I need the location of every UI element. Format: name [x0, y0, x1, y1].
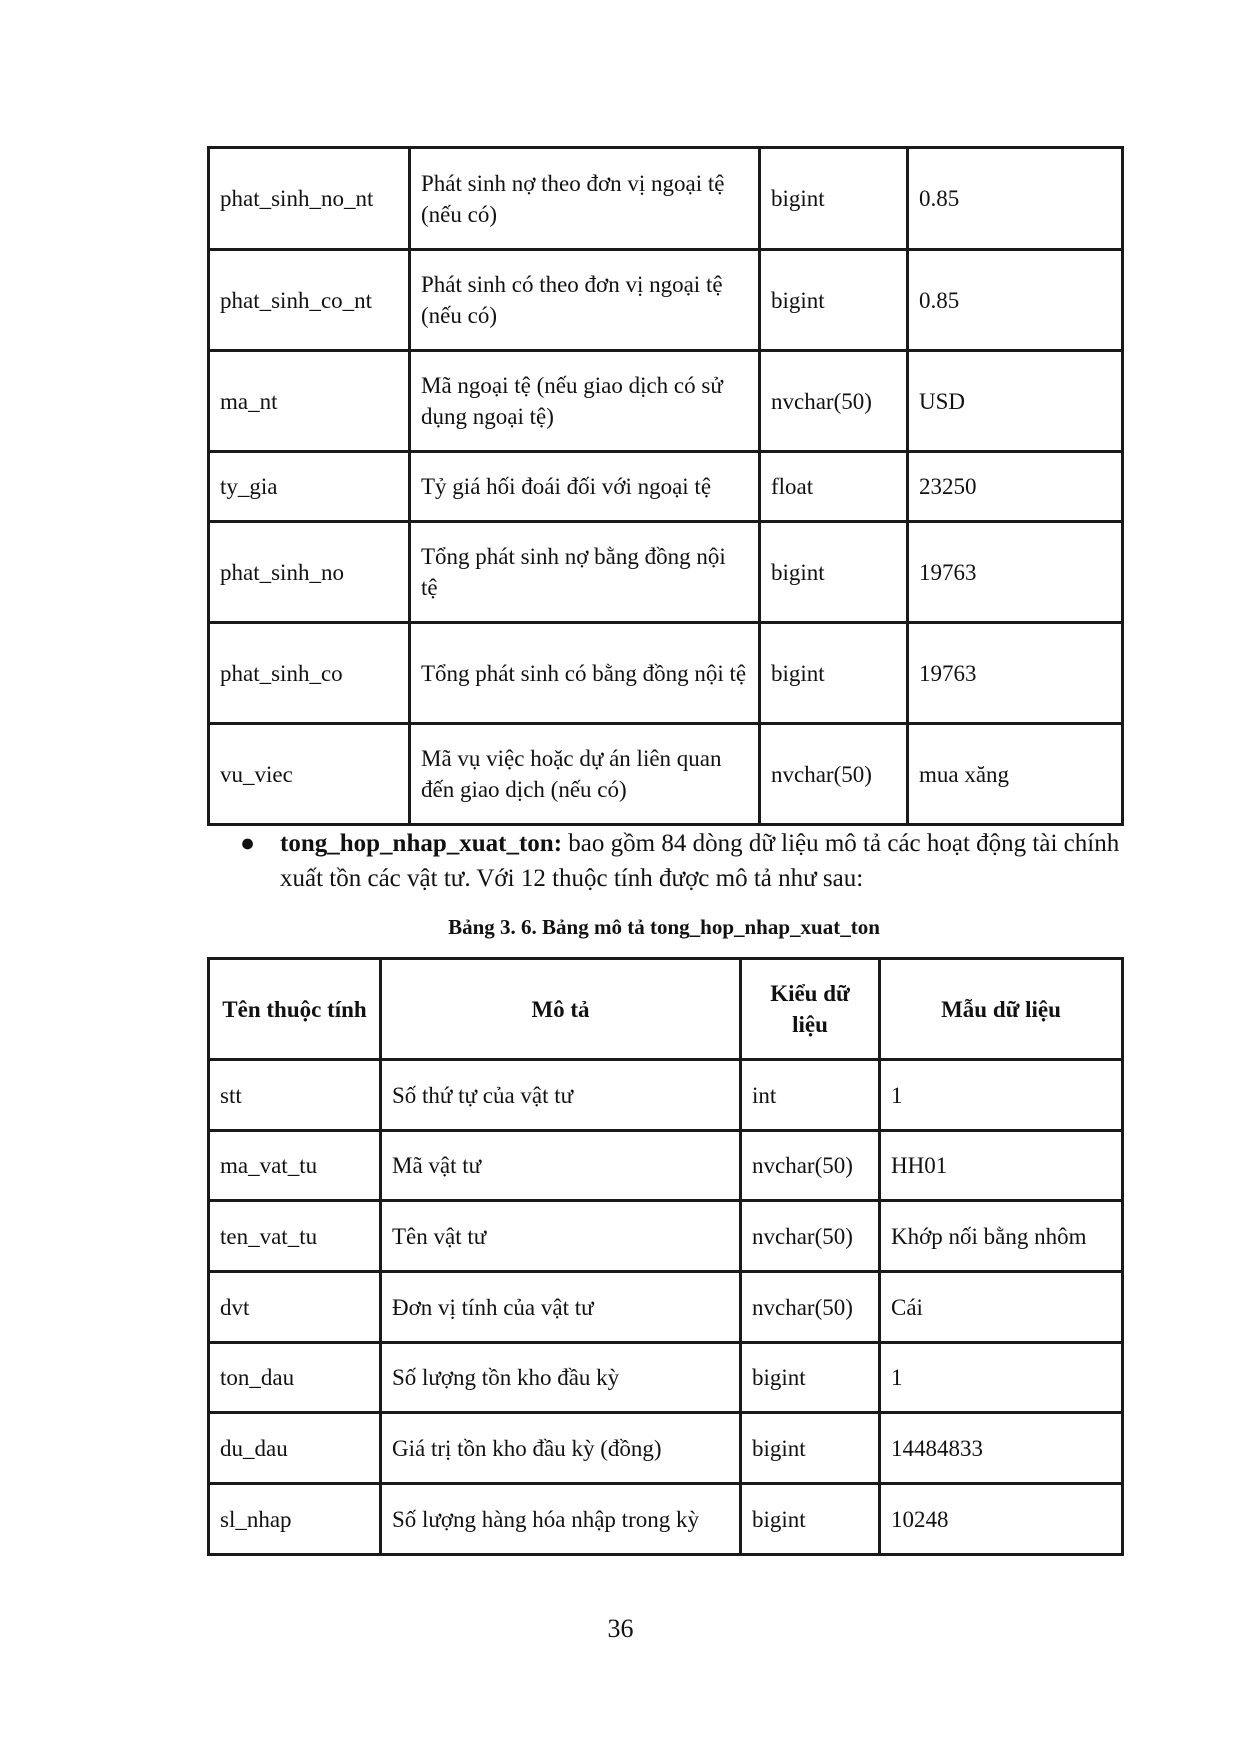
attribute-description-cell: Phát sinh có theo đơn vị ngoại tệ (nếu có) — [410, 250, 760, 351]
attribute-description-cell: Số lượng tồn kho đầu kỳ — [381, 1343, 741, 1413]
table-row — [209, 1413, 1123, 1484]
table-row — [209, 1201, 1123, 1272]
attribute-description-cell: Tỷ giá hối đoái đối với ngoại tệ — [410, 452, 760, 522]
attribute-description-cell: Tên vật tư — [381, 1201, 741, 1272]
attribute-name-cell: phat_sinh_no — [209, 522, 410, 623]
attribute-name-cell: dvt — [209, 1272, 381, 1343]
attribute-type-cell: bigint — [760, 623, 908, 724]
attribute-description-cell: Tổng phát sinh nợ bằng đồng nội tệ — [410, 522, 760, 623]
table-row — [209, 250, 1123, 351]
attribute-type-cell: bigint — [741, 1413, 880, 1484]
table-row — [209, 1272, 1123, 1343]
header-sample: Mẫu dữ liệu — [880, 959, 1123, 1060]
attribute-type-cell: bigint — [760, 250, 908, 351]
attribute-sample-cell: 10248 — [880, 1484, 1123, 1555]
attribute-name-cell: ton_dau — [209, 1343, 381, 1413]
attribute-name-cell: vu_viec — [209, 724, 410, 825]
attribute-name-cell: sl_nhap — [209, 1484, 381, 1555]
attribute-description-cell: Mã vật tư — [381, 1131, 741, 1201]
attribute-name-cell: ma_nt — [209, 351, 410, 452]
bullet-term: tong_hop_nhap_xuat_ton: — [280, 830, 563, 857]
attribute-sample-cell: 0.85 — [908, 148, 1123, 250]
table-row — [209, 1060, 1123, 1131]
attribute-description-cell: Đơn vị tính của vật tư — [381, 1272, 741, 1343]
table-row — [209, 623, 1123, 724]
attribute-type-cell: bigint — [760, 522, 908, 623]
table-row — [209, 724, 1123, 825]
attribute-name-cell: phat_sinh_co_nt — [209, 250, 410, 351]
attribute-sample-cell: 19763 — [908, 522, 1123, 623]
page-number: 36 — [607, 1614, 634, 1643]
attribute-description-cell: Mã ngoại tệ (nếu giao dịch có sử dụng ngoại tệ) — [410, 351, 760, 452]
attribute-sample-cell: 0.85 — [908, 250, 1123, 351]
attribute-sample-cell: Cái — [880, 1272, 1123, 1343]
attribute-name-cell: ten_vat_tu — [209, 1201, 381, 1272]
table-row — [209, 148, 1123, 250]
attribute-sample-cell: mua xăng — [908, 724, 1123, 825]
attribute-description-cell: Số thứ tự của vật tư — [381, 1060, 741, 1131]
table-row — [209, 522, 1123, 623]
attribute-sample-cell: 19763 — [908, 623, 1123, 724]
attribute-sample-cell: 1 — [880, 1343, 1123, 1413]
attribute-sample-cell: USD — [908, 351, 1123, 452]
bullet-description: bao gồm 84 dòng dữ liệu mô tả các hoạt động tài chính xuất tồn các vật tư. Với 12 thuộc tính được mô tả như sau: — [280, 830, 1120, 892]
attribute-name-cell: stt — [209, 1060, 381, 1131]
table-header-row — [209, 959, 1123, 1060]
attribute-sample-cell: 14484833 — [880, 1413, 1123, 1484]
table-row — [209, 351, 1123, 452]
attribute-sample-cell: Khớp nối bằng nhôm — [880, 1201, 1123, 1272]
table-caption: Bảng 3. 6. Bảng mô tả tong_hop_nhap_xuat_ton — [448, 915, 880, 939]
attribute-sample-cell: HH01 — [880, 1131, 1123, 1201]
attribute-table — [207, 957, 1124, 1556]
attribute-type-cell: bigint — [741, 1343, 880, 1413]
attribute-description-cell: Mã vụ việc hoặc dự án liên quan đến giao dịch (nếu có) — [410, 724, 760, 825]
attribute-table-continued — [207, 146, 1124, 826]
header-name: Tên thuộc tính — [209, 959, 381, 1060]
attribute-type-cell: bigint — [741, 1484, 880, 1555]
attribute-description-cell: Phát sinh nợ theo đơn vị ngoại tệ (nếu có) — [410, 148, 760, 250]
bullet-text — [280, 826, 1124, 896]
attribute-type-cell: nvchar(50) — [741, 1201, 880, 1272]
table-row — [209, 1484, 1123, 1555]
attribute-sample-cell: 23250 — [908, 452, 1123, 522]
table-row — [209, 452, 1123, 522]
attribute-name-cell: phat_sinh_co — [209, 623, 410, 724]
attribute-name-cell: ty_gia — [209, 452, 410, 522]
attribute-description-cell: Số lượng hàng hóa nhập trong kỳ — [381, 1484, 741, 1555]
bullet-icon: ● — [240, 830, 256, 857]
table-row — [209, 1343, 1123, 1413]
attribute-name-cell: phat_sinh_no_nt — [209, 148, 410, 250]
bullet-paragraph — [240, 826, 1124, 896]
attribute-name-cell: ma_vat_tu — [209, 1131, 381, 1201]
attribute-type-cell: float — [760, 452, 908, 522]
attribute-description-cell: Tổng phát sinh có bằng đồng nội tệ — [410, 623, 760, 724]
attribute-description-cell: Giá trị tồn kho đầu kỳ (đồng) — [381, 1413, 741, 1484]
attribute-name-cell: du_dau — [209, 1413, 381, 1484]
attribute-type-cell: bigint — [760, 148, 908, 250]
attribute-sample-cell: 1 — [880, 1060, 1123, 1131]
table-row — [209, 1131, 1123, 1201]
attribute-type-cell: nvchar(50) — [741, 1131, 880, 1201]
attribute-type-cell: int — [741, 1060, 880, 1131]
header-description: Mô tả — [381, 959, 741, 1060]
attribute-type-cell: nvchar(50) — [760, 724, 908, 825]
attribute-type-cell: nvchar(50) — [741, 1272, 880, 1343]
header-type: Kiểu dữ liệu — [741, 959, 880, 1060]
attribute-type-cell: nvchar(50) — [760, 351, 908, 452]
